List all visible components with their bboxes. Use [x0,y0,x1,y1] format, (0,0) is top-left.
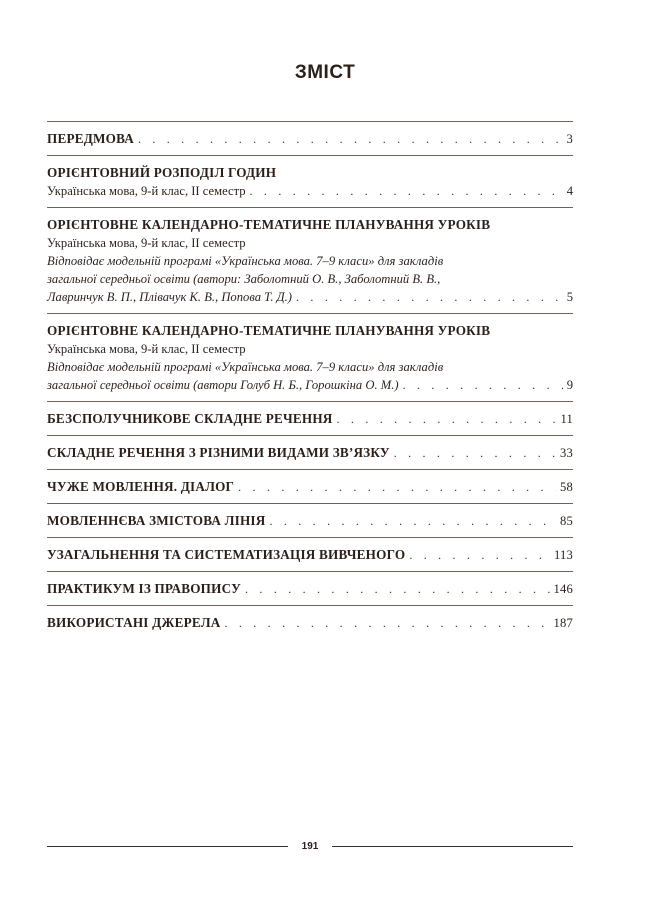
toc-entry-speech-line[interactable] [47,504,573,537]
dot-leader [250,182,563,200]
toc-page-number: 33 [560,446,573,460]
toc-entry-title: ПРАКТИКУМ ІЗ ПРАВОПИСУ [47,581,242,596]
toc-entry-spelling-practice[interactable] [47,572,573,605]
toc-entry-title: ОРІЄНТОВНЕ КАЛЕНДАРНО-ТЕМАТИЧНЕ ПЛАНУВАННЯ УРОКІВ [47,323,491,338]
toc-page-number: 58 [560,480,573,494]
toc-entry-note: загальної середньої освіти (автори: Заболотний О. В., Заболотний В. В., [47,272,441,286]
page-footer [47,841,573,852]
page-title: ЗМІСТ [294,62,356,83]
toc-entry-planning-1[interactable] [47,208,573,313]
toc-page-number: 85 [560,514,573,528]
dot-leader [409,546,550,564]
toc-page-number: 146 [553,582,573,596]
dot-leader [224,614,549,632]
toc-entry-title: ОРІЄНТОВНИЙ РОЗПОДІЛ ГОДИН [47,165,277,180]
toc-entry-reported-speech[interactable] [47,470,573,503]
toc-page-number: 4 [566,184,573,198]
toc-entry-title: ЧУЖЕ МОВЛЕННЯ. ДІАЛОГ [47,479,235,494]
toc-entry-asyndetic[interactable] [47,402,573,435]
toc-entry-note: Відповідає модельній програмі «Українська мова. 7–9 класи» для закладів [47,360,444,374]
toc-entry-title: ОРІЄНТОВНЕ КАЛЕНДАРНО-ТЕМАТИЧНЕ ПЛАНУВАННЯ УРОКІВ [47,217,491,232]
toc-entry-subtitle: Українська мова, 9-й клас, ІІ семестр [47,184,246,198]
dot-leader [394,444,556,462]
toc-entry-title: УЗАГАЛЬНЕННЯ ТА СИСТЕМАТИЗАЦІЯ ВИВЧЕНОГО [47,547,406,562]
toc-entry-hours[interactable] [47,156,573,207]
toc-entry-title: БЕЗСПОЛУЧНИКОВЕ СКЛАДНЕ РЕЧЕННЯ [47,411,333,426]
toc-entry-title: МОВЛЕННЄВА ЗМІСТОВА ЛІНІЯ [47,513,266,528]
dot-leader [296,288,563,306]
toc-entry-preface[interactable] [47,122,573,155]
toc-entry-generalization[interactable] [47,538,573,571]
dot-leader [238,478,556,496]
toc-page-number: 187 [553,616,573,630]
toc-page-number: 5 [566,290,573,304]
dot-leader [245,580,549,598]
toc-page-number: 3 [566,132,573,146]
dot-leader [138,130,563,148]
toc-page-number: 113 [553,548,573,562]
toc-entry-subtitle: Українська мова, 9-й клас, ІІ семестр [47,236,246,250]
footer-rule-right [332,846,573,847]
toc-page-number: 11 [560,412,573,426]
toc-page-number: 9 [566,378,573,392]
dot-leader [337,410,557,428]
toc-entry-note: загальної середньої освіти (автори Голуб Н. Б., Горошкіна О. М.) [47,378,399,392]
toc-entry-planning-2[interactable] [47,314,573,401]
dot-leader [269,512,556,530]
table-of-contents [47,121,573,639]
toc-entry-title: ПЕРЕДМОВА [47,131,134,146]
toc-entry-note: Лавринчук В. П., Плівачук К. В., Попова Т. Д.) [47,290,293,304]
toc-entry-complex-sentence[interactable] [47,436,573,469]
footer-rule-left [47,846,288,847]
toc-entry-title: СКЛАДНЕ РЕЧЕННЯ З РІЗНИМИ ВИДАМИ ЗВ’ЯЗКУ [47,445,390,460]
page-number: 191 [301,841,319,852]
toc-entry-subtitle: Українська мова, 9-й клас, ІІ семестр [47,342,246,356]
toc-entry-title: ВИКОРИСТАНІ ДЖЕРЕЛА [47,615,221,630]
toc-entry-note: Відповідає модельній програмі «Українська мова. 7–9 класи» для закладів [47,254,444,268]
toc-entry-sources[interactable] [47,606,573,639]
dot-leader [403,376,563,394]
